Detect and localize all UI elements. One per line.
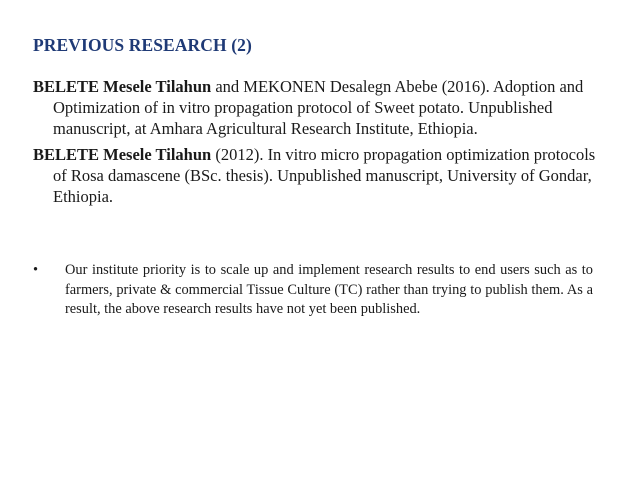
reference-item [33, 144, 613, 207]
reference-details: and MEKONEN Desalegn Abebe (2016). Adoption and Optimization of in vitro propagation protocol of Sweet potato. Unpublished manuscript, at Amhara Agricultural Research Institute, Ethiopia. [53, 77, 584, 138]
reference-item [33, 76, 613, 139]
reference-list [33, 76, 613, 212]
reference-details: (2012). In vitro micro propagation optimization protocols of Rosa damascene (BSc. thesis). Unpublished manuscript, University of Gondar, Ethiopia. [53, 145, 596, 206]
bullet-point [33, 261, 593, 320]
reference-author: BELETE Mesele Tilahun [33, 145, 212, 164]
slide-title: PREVIOUS RESEARCH (2) [33, 35, 252, 55]
bullet-text: Our institute priority is to scale up and implement research results to end users such as to farmers, private & commercial Tissue Culture (TC) rather than trying to publish them. As a result, the above research results have not yet been published. [65, 262, 593, 318]
bullet-icon: • [33, 262, 39, 278]
reference-author: BELETE Mesele Tilahun [33, 77, 212, 96]
